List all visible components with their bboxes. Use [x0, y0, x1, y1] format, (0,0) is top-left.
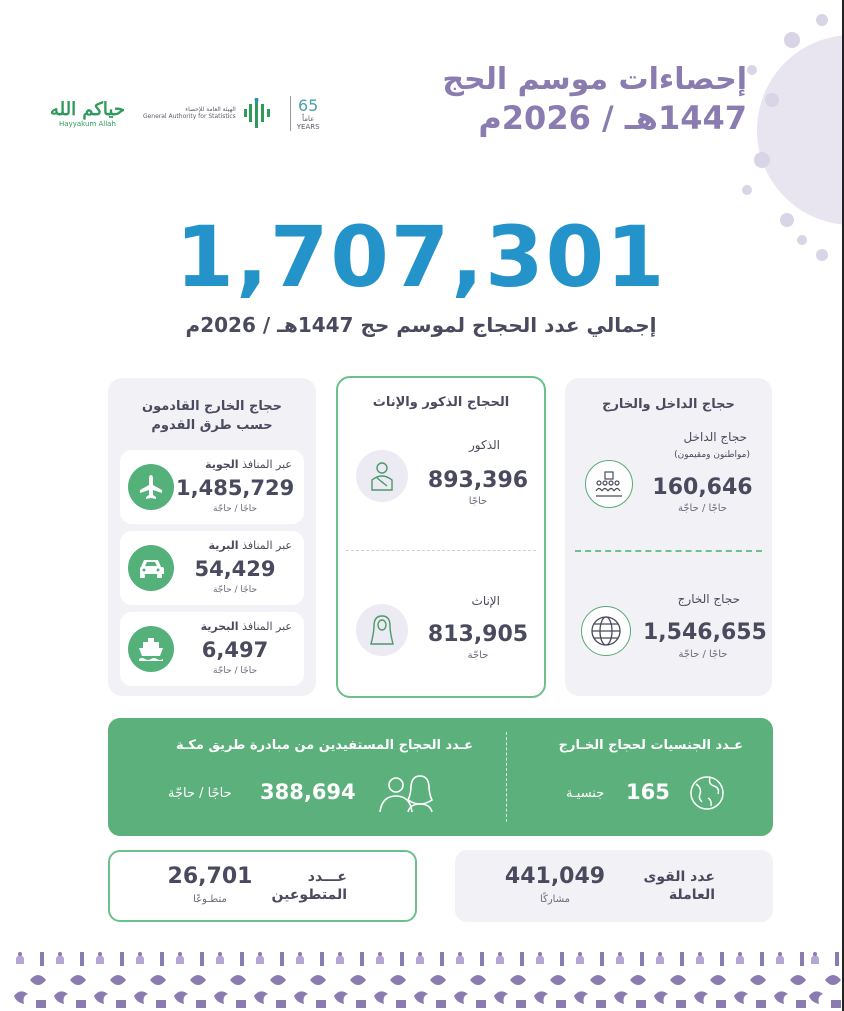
female-unit: حاجّة — [467, 650, 489, 661]
crowd-icon — [585, 460, 633, 508]
domestic-foreign-divider — [575, 550, 762, 552]
hayyakum-logo-ar: حياكم الله — [50, 98, 125, 120]
arrival-title-2: حسب طرق القدوم — [151, 418, 273, 433]
gas-emblem-icon — [242, 96, 272, 130]
air-port-kind: الجوية — [205, 458, 239, 471]
sea-port-value: 6,497 — [201, 638, 269, 662]
anniversary-ar: عاماً — [302, 114, 315, 123]
green-summary-band — [108, 718, 773, 836]
volunteers-title-2: المتطوعين — [271, 887, 347, 903]
gender-title: الحجاج الذكور والإناث — [372, 395, 510, 410]
gas-logo-ar: الهيئة العامة للإحصاء — [185, 106, 236, 113]
hayyakum-logo — [50, 99, 125, 128]
land-port-prefix: عبر المنافذ — [242, 539, 292, 552]
sea-port-unit: حاجًا / حاجّة — [212, 666, 258, 676]
ship-icon — [128, 626, 174, 672]
nationalities-unit: جنسيـة — [566, 786, 605, 801]
footer-lantern-pattern — [0, 950, 844, 1011]
anniversary-logo — [290, 96, 320, 131]
band-divider — [506, 732, 507, 822]
land-port-unit: حاجًا / حاجّة — [212, 585, 258, 595]
plane-icon — [128, 464, 174, 510]
female-value: 813,905 — [427, 622, 529, 647]
gender-card — [336, 376, 546, 698]
gas-logo — [143, 96, 272, 130]
female-pilgrim-icon — [356, 604, 408, 656]
domestic-foreign-title: حجاج الداخل والخارج — [602, 397, 735, 412]
anniversary-en: YEARS — [296, 122, 320, 131]
foreign-label: حجاج الخارج — [677, 592, 740, 606]
total-pilgrims-value: 1,707,301 — [175, 208, 667, 306]
arrival-card — [108, 378, 316, 696]
air-port-value: 1,485,729 — [176, 476, 295, 500]
page-title — [442, 62, 747, 138]
makkah-route-value: 388,694 — [260, 780, 356, 804]
globe-icon — [581, 606, 631, 656]
land-port-value: 54,429 — [194, 557, 276, 581]
female-label: الإناث — [471, 594, 500, 608]
nationalities-value: 165 — [626, 780, 670, 804]
arrival-title-1: حجاج الخارج القادمون — [141, 399, 283, 414]
volunteers-title-1: عـــدد — [307, 869, 347, 885]
sea-port-prefix: عبر المنافذ — [242, 620, 292, 633]
total-pilgrims-label: إجمالي عدد الحجاج لموسم حج 1447هـ / 2026م — [185, 313, 657, 337]
domestic-unit: حاجًا / حاجّة — [678, 503, 727, 514]
volunteers-unit: متطـوعًا — [193, 894, 227, 905]
male-pilgrim-icon — [356, 450, 408, 502]
air-port-prefix: عبر المنافذ — [242, 458, 292, 471]
title-line-1: إحصاءات موسم الحج — [442, 62, 747, 97]
anniversary-number: 65 — [298, 95, 319, 115]
domestic-label: حجاج الداخل — [683, 430, 747, 444]
land-port-kind: البرية — [208, 539, 239, 552]
gender-divider — [346, 550, 536, 551]
volunteers-value: 26,701 — [167, 864, 253, 889]
domestic-value: 160,646 — [652, 475, 753, 500]
world-map-icon — [688, 774, 726, 812]
sea-port-box — [120, 612, 304, 686]
makkah-route-unit: حاجًا / حاجّة — [168, 786, 232, 801]
sea-port-label — [201, 620, 292, 633]
gas-logo-en: General Authority for Statistics — [142, 113, 236, 120]
air-port-box — [120, 450, 304, 524]
male-unit: حاجًا — [468, 496, 488, 507]
pilgrims-couple-icon — [374, 772, 442, 814]
air-port-unit: حاجًا / حاجّة — [212, 504, 258, 514]
land-port-box — [120, 531, 304, 605]
workforce-title-1: عدد القوى — [643, 869, 715, 885]
male-value: 893,396 — [427, 468, 529, 493]
workforce-title-2: العاملة — [668, 887, 715, 903]
logos-row — [50, 88, 320, 138]
title-line-2: 1447هـ / 2026م — [478, 99, 747, 137]
male-label: الذكور — [469, 438, 500, 452]
sea-port-kind: البحرية — [200, 620, 239, 633]
workforce-unit: مشاركًا — [540, 894, 570, 905]
workforce-box — [455, 850, 773, 922]
workforce-value: 441,049 — [504, 864, 606, 889]
domestic-note: (مواطنون ومقيمون) — [674, 450, 750, 460]
hayyakum-logo-en: Hayyakum Allah — [59, 119, 116, 128]
makkah-route-title: عـدد الحجاج المستفيدين من مبادرة طريق مكـة — [175, 738, 473, 753]
land-port-label — [209, 539, 292, 552]
volunteers-box — [108, 850, 417, 922]
nationalities-title: عـدد الجنسيات لحجاج الخـارج — [558, 738, 743, 753]
car-icon — [128, 545, 174, 591]
foreign-value: 1,546,655 — [643, 620, 767, 645]
domestic-foreign-card — [565, 378, 772, 696]
air-port-label — [205, 458, 292, 471]
foreign-unit: حاجًا / حاجّة — [678, 649, 728, 660]
